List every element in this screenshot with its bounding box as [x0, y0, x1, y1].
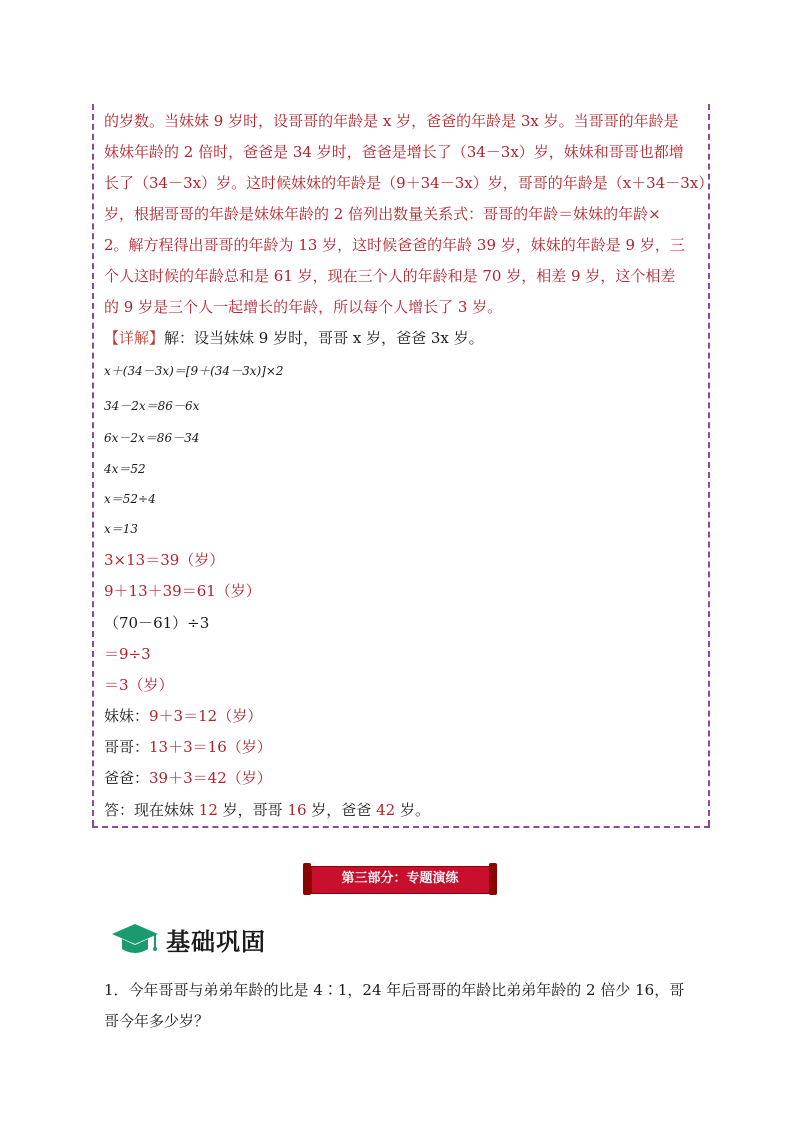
analysis-line: 长了（34－3x）岁。这时候妹妹的年龄是（9＋34－3x）岁，哥哥的年龄是（x＋34－3x） — [104, 174, 714, 192]
question-line: 1．今年哥哥与弟弟年龄的比是 4∶1，24 年后哥哥的年龄比弟弟年龄的 2 倍少 16，哥 — [104, 981, 685, 999]
analysis-paragraph — [104, 106, 714, 354]
equation-line: x＝13 — [104, 522, 139, 536]
equation-line: 4x＝52 — [104, 462, 146, 476]
question-1 — [104, 975, 704, 1037]
step-line: 妹妹：9＋3＝12（岁） — [104, 707, 263, 725]
detail-text: 解：设当妹妹 9 岁时，哥哥 x 岁，爸爸 3x 岁。 — [164, 329, 484, 347]
step-line: ＝9÷3 — [104, 645, 151, 663]
analysis-line: 个人这时候的年龄总和是 61 岁，现在三个人的年龄和是 70 岁，相差 9 岁，这个相差 — [104, 267, 676, 285]
analysis-line: 的 9 岁是三个人一起增长的年龄，所以每个人增长了 3 岁。 — [104, 298, 503, 316]
analysis-box-bottom-border — [92, 826, 710, 828]
answer-line: 答：现在妹妹 12 岁，哥哥 16 岁，爸爸 42 岁。 — [104, 801, 430, 819]
step-line: ＝3（岁） — [104, 676, 174, 694]
analysis-line: 妹妹年龄的 2 倍时，爸爸是 34 岁时，爸爸是增长了（34－3x）岁，妹妹和哥哥也都增 — [104, 143, 684, 161]
step-line: 哥哥：13＋3＝16（岁） — [104, 738, 272, 756]
section-title-text: 基础巩固 — [166, 928, 266, 956]
answer-label: 答： — [104, 801, 135, 819]
equation-line: x＝52÷4 — [104, 492, 156, 506]
detail-label: 【详解】 — [104, 329, 165, 347]
analysis-line: 岁，根据哥哥的年龄是妹妹年龄的 2 倍列出数量关系式：哥哥的年龄＝妹妹的年龄× — [104, 205, 661, 223]
equation-line: 6x－2x＝86－34 — [104, 431, 200, 445]
step-line: 9＋13＋39＝61（岁） — [104, 582, 261, 600]
equation-line: 34－2x＝86－6x — [104, 399, 200, 413]
equation-line: x＋(34－3x)＝[9＋(34－3x)]×2 — [104, 364, 284, 378]
question-line: 哥今年多少岁？ — [104, 1012, 210, 1030]
graduation-cap-icon — [110, 922, 160, 958]
analysis-line: 的岁数。当妹妹 9 岁时，设哥哥的年龄是 x 岁，爸爸的年龄是 3x 岁。当哥哥的年龄是 — [104, 112, 679, 130]
step-line: （70－61）÷3 — [104, 614, 210, 632]
section-banner — [303, 863, 497, 895]
analysis-line: 2。解方程得出哥哥的年龄为 13 岁，这时候爸爸的年龄 39 岁，妹妹的年龄是 9 岁，三 — [104, 236, 685, 254]
detail-line — [104, 323, 704, 354]
banner-text: 第三部分：专题演练 — [341, 871, 459, 886]
step-line: 爸爸：39＋3＝42（岁） — [104, 769, 272, 787]
step-line: 3×13＝39（岁） — [104, 551, 225, 569]
